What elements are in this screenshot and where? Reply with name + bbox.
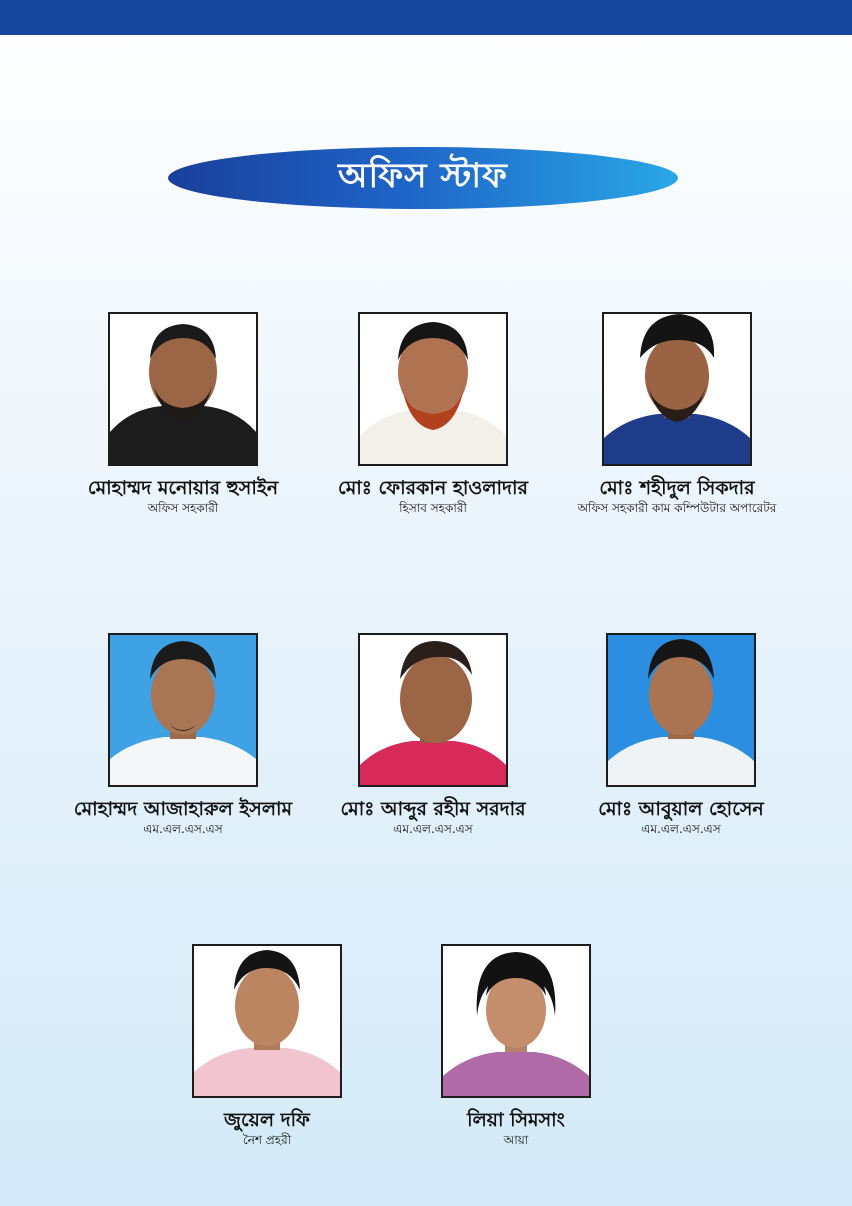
staff-card — [147, 944, 387, 1148]
staff-name: মোহাম্মদ আজাহারুল ইসলাম — [73, 798, 293, 820]
staff-role: অফিস সহকারী — [147, 501, 219, 515]
staff-role: এম.এল.এস.এস — [393, 822, 473, 836]
staff-photo — [441, 944, 591, 1098]
staff-card — [396, 944, 636, 1148]
staff-photo — [358, 633, 508, 787]
person-photo-icon — [360, 635, 506, 785]
staff-photo — [602, 312, 752, 466]
staff-role: অফিস সহকারী কাম কম্পিউটার অপারেটর — [577, 501, 777, 515]
staff-role: এম.এল.এস.এস — [143, 822, 223, 836]
staff-card — [561, 633, 801, 837]
staff-card — [63, 633, 303, 837]
staff-role: নৈশ প্রহরী — [242, 1133, 292, 1147]
staff-name: মোঃ ফোরকান হাওলাদার — [338, 477, 528, 499]
person-photo-icon — [608, 635, 754, 785]
staff-photo — [108, 633, 258, 787]
staff-name: লিয়া সিমসাং — [467, 1109, 565, 1131]
person-photo-icon — [110, 635, 256, 785]
staff-photo — [108, 312, 258, 466]
staff-card — [63, 312, 303, 516]
staff-name: জুয়েল দফি — [224, 1109, 310, 1131]
section-title: অফিস স্টাফ — [338, 155, 508, 196]
section-title-banner — [168, 147, 678, 209]
staff-card — [313, 312, 553, 516]
staff-name: মোঃ আবুয়াল হোসেন — [598, 798, 764, 820]
top-banner-bar — [0, 0, 852, 35]
staff-name: মোঃ আব্দুর রহীম সরদার — [340, 798, 526, 820]
person-photo-icon — [604, 314, 750, 464]
staff-photo — [192, 944, 342, 1098]
staff-card — [557, 312, 797, 516]
staff-name: মোঃ শহীদুল সিকদার — [599, 477, 755, 499]
person-photo-icon — [110, 314, 256, 464]
person-photo-icon — [194, 946, 340, 1096]
staff-photo — [606, 633, 756, 787]
staff-card — [313, 633, 553, 837]
staff-name: মোহাম্মদ মনোয়ার হুসাইন — [87, 477, 279, 499]
staff-photo — [358, 312, 508, 466]
staff-role: হিসাব সহকারী — [399, 501, 467, 515]
staff-role: আয়া — [503, 1133, 529, 1147]
person-photo-icon — [443, 946, 589, 1096]
person-photo-icon — [360, 314, 506, 464]
staff-role: এম.এল.এস.এস — [641, 822, 721, 836]
